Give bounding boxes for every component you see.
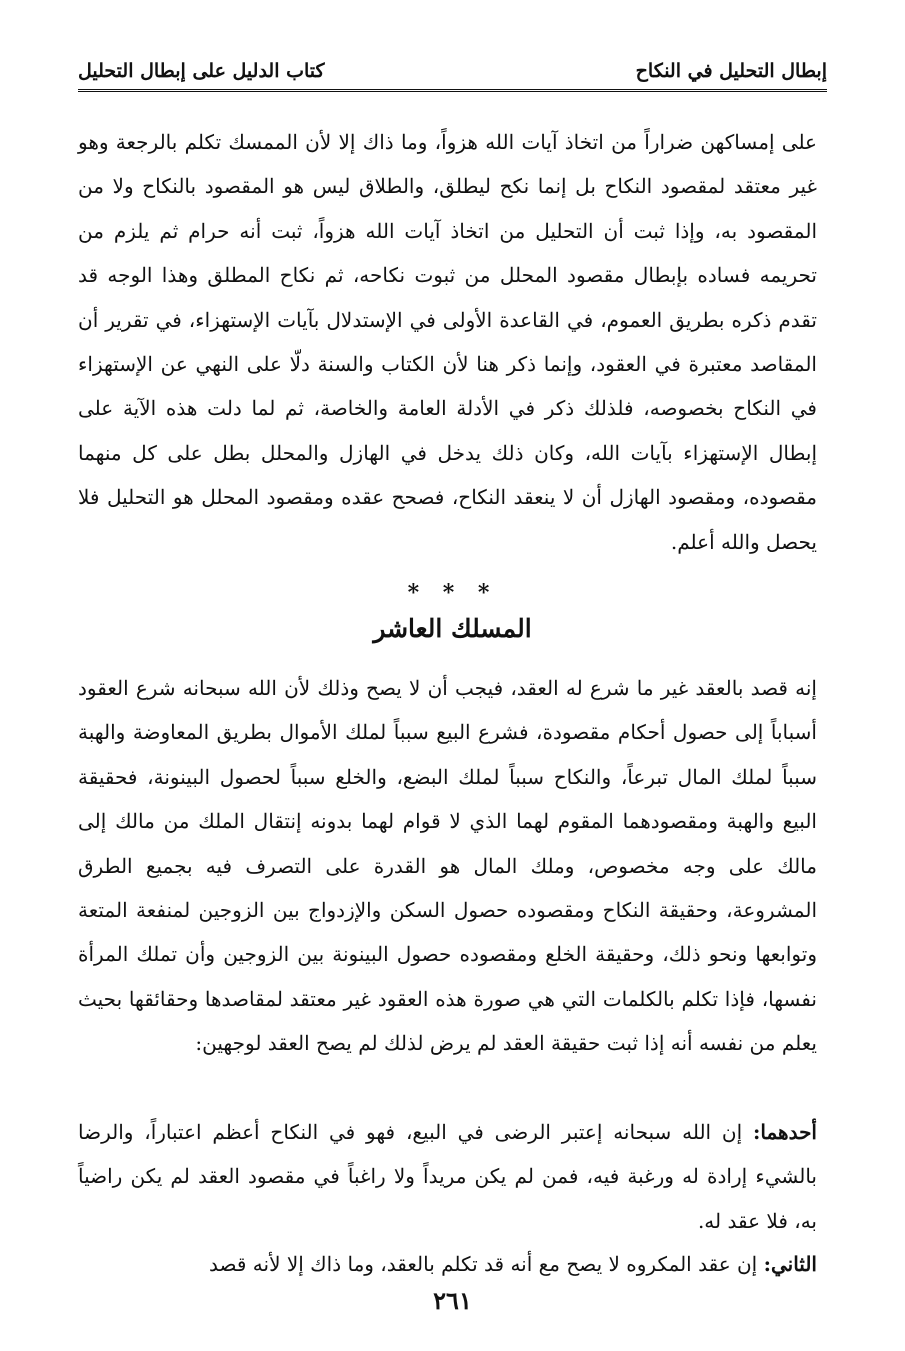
header-rule	[78, 89, 827, 92]
chapter-title: كتاب الدليل على إبطال التحليل	[78, 60, 325, 82]
paragraph-4	[78, 1242, 817, 1286]
book-title: إبطال التحليل في النكاح	[635, 60, 827, 82]
point-two-text: إن عقد المكروه لا يصح مع أنه قد تكلم بالعقد، وما ذاك إلا لأنه قصد	[209, 1252, 764, 1276]
paragraph-1: على إمساكهن ضراراً من اتخاذ آيات الله هزواً، وما ذاك إلا لأن الممسك تكلم بالرجعة وهو غير معتقد لمقصود النكاح بل إنما نكح ليطلق، والطلاق ليس هو المقصود بالنكاح ولا من المقصود به، وإذا ثبت أن التحليل من اتخاذ آيات الله هزواً، ثبت أنه حرام ثم يلزم من تحريمه فساده بإبطال مقصود المحلل من ثبوت نكاحه، ثم نكاح المطلق وهذا الوجه قد تقدم ذكره بطريق العموم، في القاعدة الأولى في الإستدلال بآيات الإستهزاء، في تقرير أن المقاصد معتبرة في العقود، وإنما ذكر هنا لأن الكتاب والسنة دلّا على النهي عن الإستهزاء في النكاح بخصوصه، فلذلك ذكر في الأدلة العامة والخاصة، ثم لما دلت هذه الآية على إبطال الإستهزاء بآيات الله، وكان ذلك يدخل في الهازل والمحلل بطل على كل منهما مقصوده، ومقصود الهازل أن لا ينعقد النكاح، فصحح عقده ومقصود المحلل هو التحليل فلا يحصل والله أعلم.	[78, 130, 817, 554]
paragraph-2: إنه قصد بالعقد غير ما شرع له العقد، فيجب أن لا يصح وذلك لأن الله سبحانه شرع العقود أسباباً إلى حصول أحكام مقصودة، فشرع البيع سبباً لملك الأموال بطريق المعاوضة والهبة سبباً لملك المال تبرعاً، والنكاح سبباً لملك البضع، والخلع سبباً لحصول البينونة، فحقيقة البيع والهبة ومقصودهما المقوم لهما الذي لا قوام لهما بدونه إنتقال الملك من مالك إلى مالك على وجه مخصوص، وملك المال هو القدرة على التصرف فيه بجميع الطرق المشروعة، وحقيقة النكاح ومقصوده حصول السكن والإزدواج بين الزوجين لمنفعة المتعة وتوابعها ونحو ذلك، وحقيقة الخلع ومقصوده حصول البينونة بين الزوجين وأن تملك المرأة نفسها، فإذا تكلم بالكلمات التي هي صورة هذه العقود غير معتقد لمقاصدها وحقائقها بحيث يعلم من نفسه أنه إذا ثبت حقيقة العقد لم يرض لذلك لم يصح العقد لوجهين:	[78, 676, 817, 1056]
point-two-label: الثاني:	[763, 1252, 817, 1276]
paragraph-3	[78, 1110, 817, 1243]
page-number: ٢٦١	[433, 1286, 472, 1315]
section-separator: * * *	[407, 580, 498, 606]
section-heading: المسلك العاشر	[373, 614, 532, 643]
point-one-label: أحدهما:	[752, 1120, 817, 1144]
point-one-text: إن الله سبحانه إعتبر الرضى في البيع، فهو في النكاح أعظم اعتباراً، والرضا بالشيء إرادة له ورغبة فيه، فمن لم يكن مريداً ولا راغباً في مقصود العقد لم يكن راضياً به، فلا عقد له.	[78, 1120, 817, 1233]
running-header	[78, 58, 827, 92]
